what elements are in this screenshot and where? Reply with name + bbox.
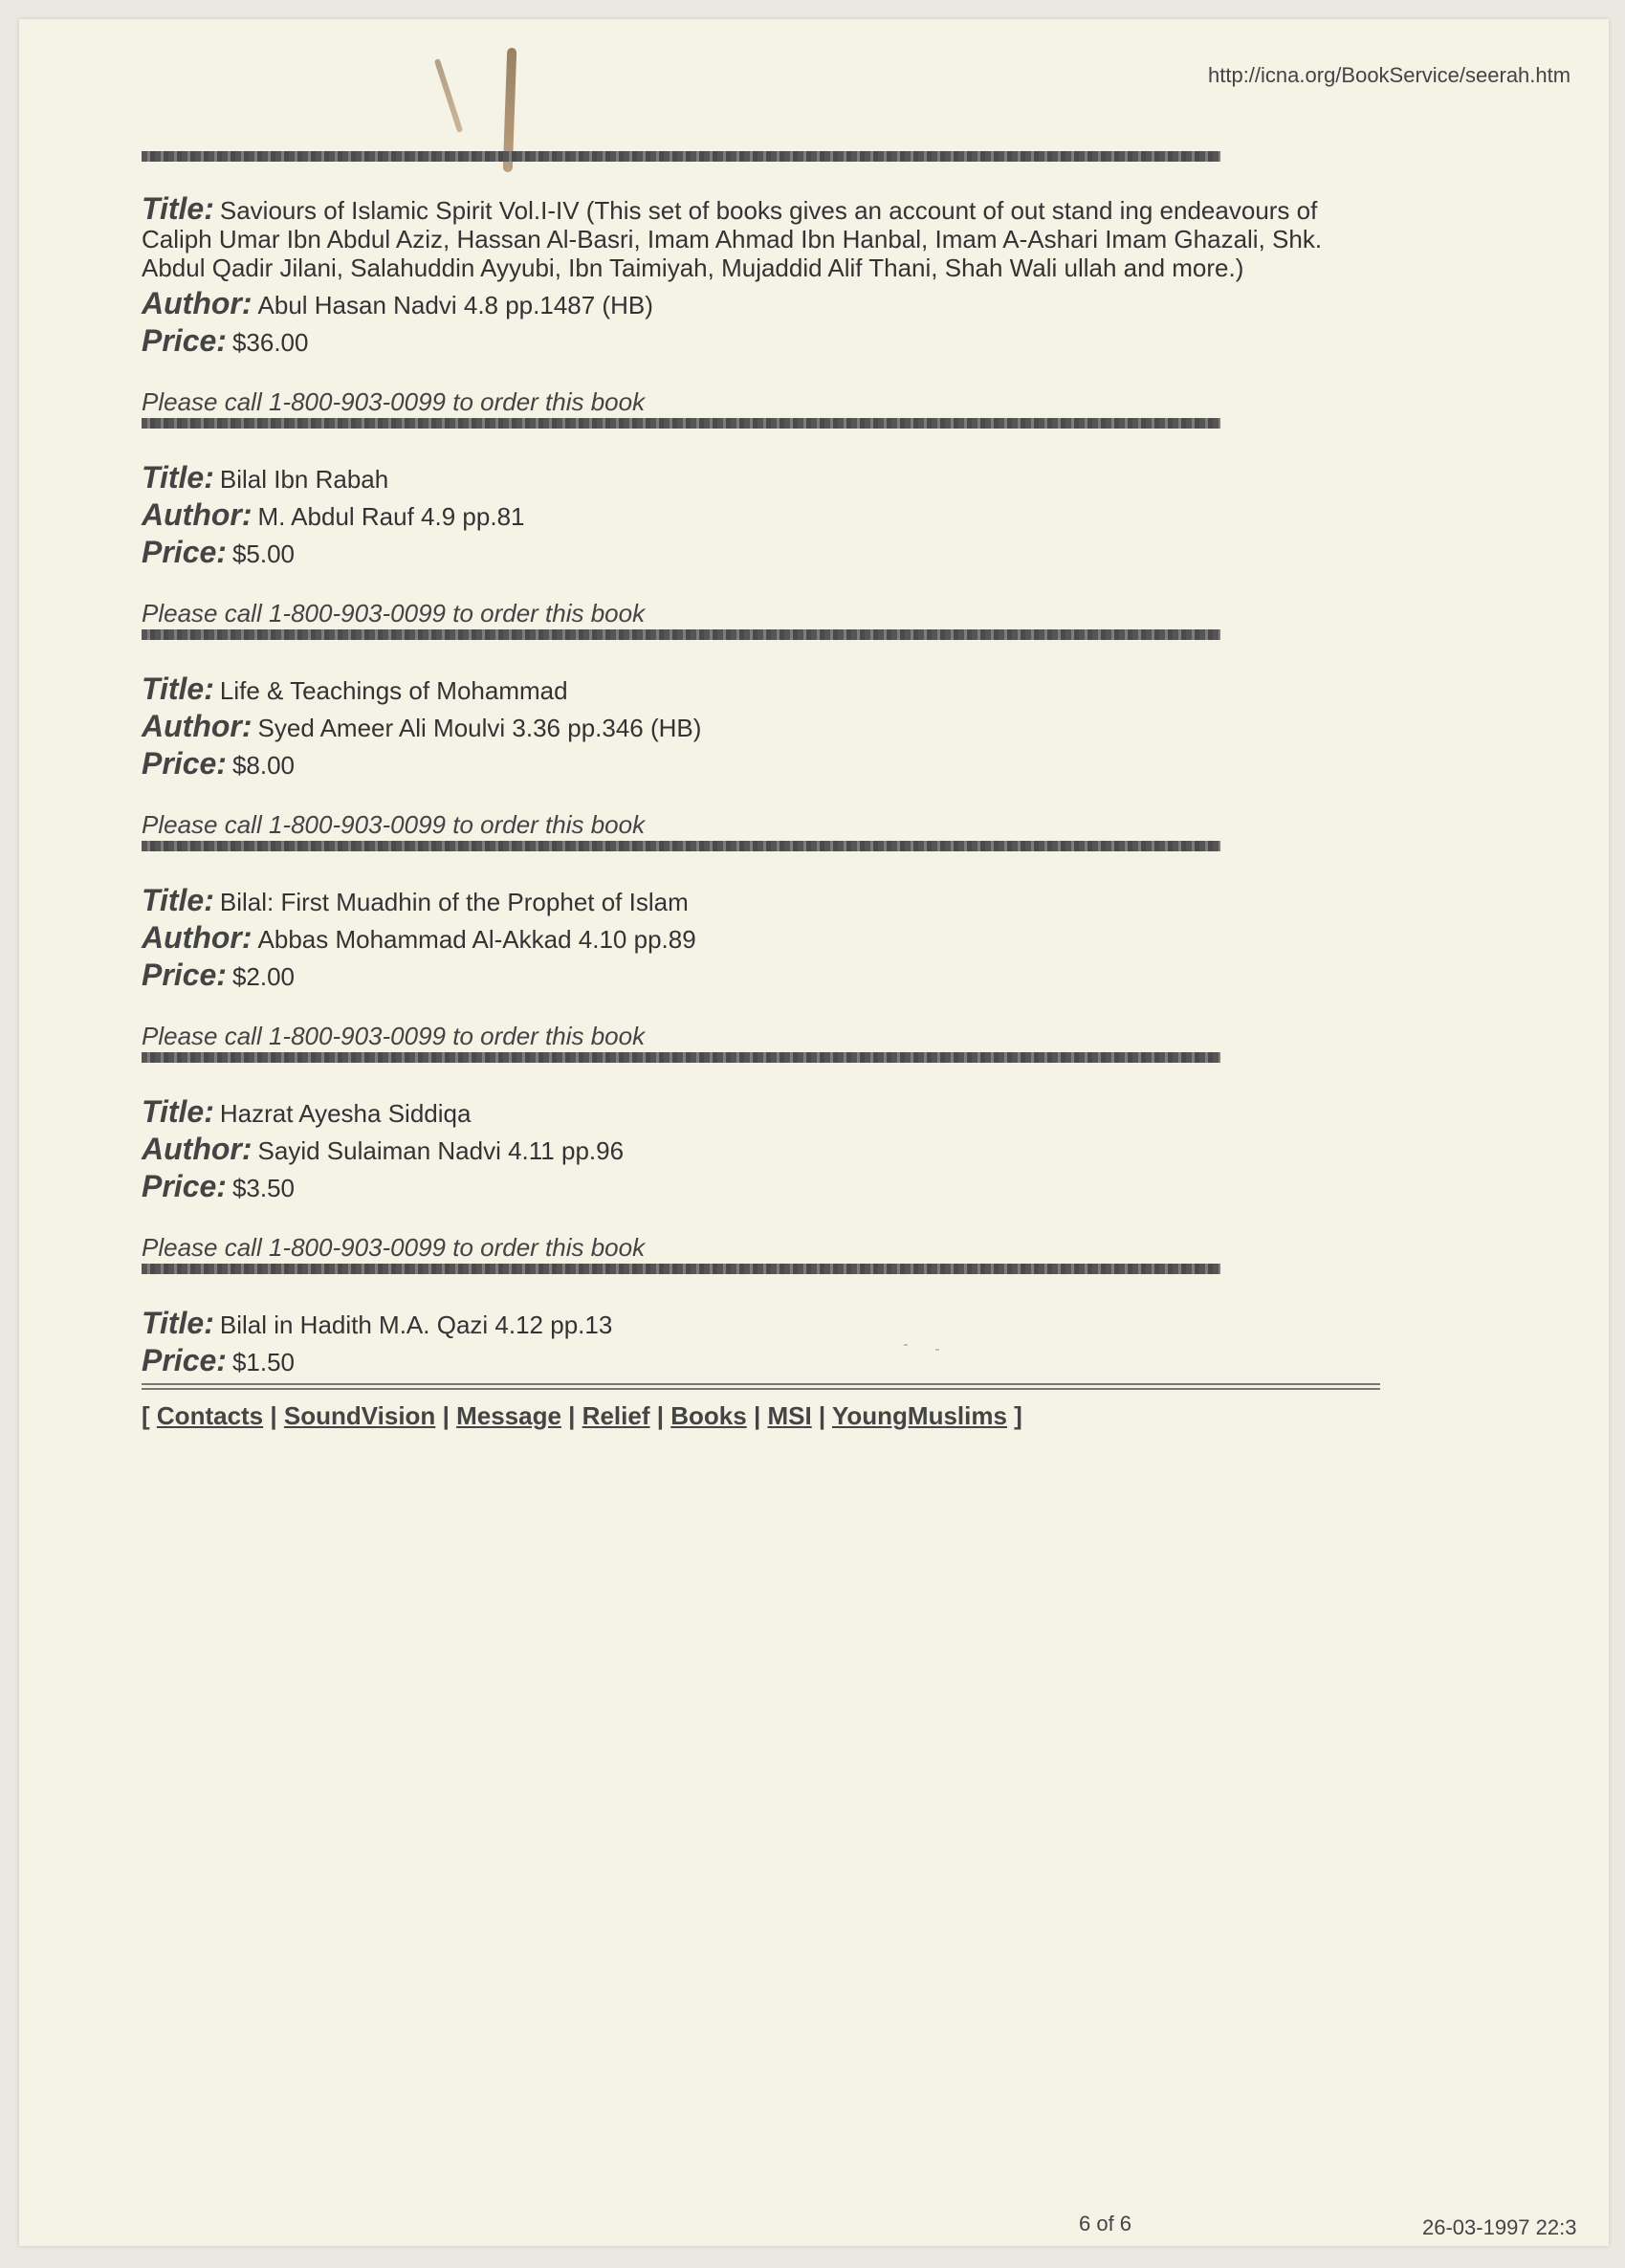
book-entry (142, 883, 1385, 1050)
book-title: Saviours of Islamic Spirit Vol.I-IV (This set of books gives an account of out stand ing endeavours of Caliph Umar Ibn Abdul Aziz, Hassan Al-Basri, Imam Ahmad Ibn Hanbal, Imam A-Ashari Imam Ghazali, Shk. Abdul Qadir Jilani, Salahuddin Ayyubi, Ibn Taimiyah, Mujaddid Alif Thani, Shah Wali ullah and more.) (142, 196, 1323, 282)
nav-separator: | (270, 1401, 277, 1430)
book-entry (142, 1306, 1385, 1377)
book-price-row (142, 960, 1385, 991)
book-price: $36.00 (231, 328, 309, 357)
paper-stain (434, 58, 463, 133)
book-author-row (142, 1134, 1385, 1165)
page-url: http://icna.org/BookService/seerah.htm (1208, 63, 1571, 87)
book-entry (142, 191, 1385, 416)
book-title-row (142, 883, 1385, 917)
page-number: 6 of 6 (1079, 2212, 1132, 2235)
nav-link-message[interactable]: Message (456, 1401, 561, 1430)
book-entry (142, 1094, 1385, 1262)
book-author-row (142, 709, 1385, 743)
book-price-row (142, 1169, 1385, 1203)
title-label: Title: (142, 672, 214, 706)
title-label: Title: (142, 1094, 214, 1129)
book-author-row (142, 497, 1385, 532)
book-price: $8.00 (231, 751, 296, 780)
book-price-row (142, 535, 1385, 569)
order-note: Please call 1-800-903-0099 to order this book (142, 810, 646, 839)
price-label: Price: (142, 323, 227, 358)
nav-link-youngmuslims[interactable]: YoungMuslims (831, 1401, 1007, 1430)
nav-separator: | (656, 1401, 664, 1430)
author-label: Author: (142, 1132, 253, 1166)
order-note: Please call 1-800-903-0099 to order this book (142, 1022, 646, 1050)
order-note: Please call 1-800-903-0099 to order this book (142, 387, 646, 416)
book-entry (142, 460, 1385, 628)
decorative-rule (142, 629, 1220, 640)
author-label: Author: (142, 709, 253, 743)
book-price-row (142, 323, 1385, 358)
book-price: $1.50 (231, 1348, 296, 1376)
book-author: Sayid Sulaiman Nadvi 4.11 pp.96 (257, 1136, 625, 1165)
author-label: Author: (142, 920, 253, 955)
book-title-row (142, 1094, 1385, 1129)
book-title-row (142, 191, 1385, 282)
nav-bracket-open: [ (142, 1401, 150, 1430)
order-note: Please call 1-800-903-0099 to order this book (142, 1233, 646, 1262)
book-title-row (142, 1306, 1385, 1340)
price-label: Price: (142, 535, 227, 569)
title-label: Title: (142, 1306, 214, 1340)
book-author-row (142, 920, 1385, 955)
nav-separator: | (753, 1401, 761, 1430)
decorative-rule (142, 1264, 1220, 1274)
nav-separator: | (818, 1401, 826, 1430)
print-timestamp: 26-03-1997 22:3 (1422, 2215, 1577, 2239)
book-author: M. Abdul Rauf 4.9 pp.81 (257, 502, 525, 531)
book-author: Abul Hasan Nadvi 4.8 pp.1487 (HB) (257, 291, 653, 319)
author-label: Author: (142, 286, 253, 320)
footer-divider (142, 1383, 1380, 1390)
title-label: Title: (142, 883, 214, 917)
book-author: Syed Ameer Ali Moulvi 3.36 pp.346 (HB) (257, 714, 702, 742)
price-label: Price: (142, 958, 227, 992)
title-label: Title: (142, 460, 214, 495)
book-price-row (142, 1343, 1385, 1377)
nav-link-books[interactable]: Books (670, 1401, 747, 1430)
decorative-rule (142, 418, 1220, 429)
book-price: $3.50 (231, 1174, 296, 1202)
book-price-row (142, 746, 1385, 781)
book-title-row (142, 674, 1385, 705)
document-page (19, 19, 1609, 2246)
book-title: Bilal in Hadith M.A. Qazi 4.12 pp.13 (219, 1310, 613, 1339)
decorative-rule (142, 841, 1220, 851)
book-title-row (142, 460, 1385, 495)
nav-link-msi[interactable]: MSI (767, 1401, 812, 1430)
author-label: Author: (142, 497, 253, 532)
book-title: Bilal: First Muadhin of the Prophet of Islam (219, 888, 689, 916)
book-list (142, 151, 1385, 1431)
book-price: $5.00 (231, 539, 296, 568)
book-title: Life & Teachings of Mohammad (219, 676, 568, 705)
price-label: Price: (142, 746, 227, 781)
book-entry (142, 674, 1385, 839)
decorative-rule (142, 1052, 1220, 1063)
book-author-row (142, 286, 1385, 320)
book-title: Bilal Ibn Rabah (219, 465, 389, 494)
nav-link-relief[interactable]: Relief (582, 1401, 650, 1430)
price-label: Price: (142, 1343, 227, 1377)
nav-separator: | (442, 1401, 450, 1430)
decorative-rule (142, 151, 1220, 162)
nav-bracket-close: ] (1014, 1401, 1022, 1430)
nav-separator: | (568, 1401, 576, 1430)
price-label: Price: (142, 1169, 227, 1203)
book-price: $2.00 (231, 962, 296, 991)
title-label: Title: (142, 191, 214, 226)
nav-link-contacts[interactable]: Contacts (156, 1401, 264, 1430)
order-note: Please call 1-800-903-0099 to order this book (142, 599, 646, 628)
site-nav (142, 1401, 1385, 1431)
book-title: Hazrat Ayesha Siddiqa (219, 1099, 472, 1128)
nav-link-soundvision[interactable]: SoundVision (283, 1401, 436, 1430)
book-author: Abbas Mohammad Al-Akkad 4.10 pp.89 (257, 925, 696, 954)
